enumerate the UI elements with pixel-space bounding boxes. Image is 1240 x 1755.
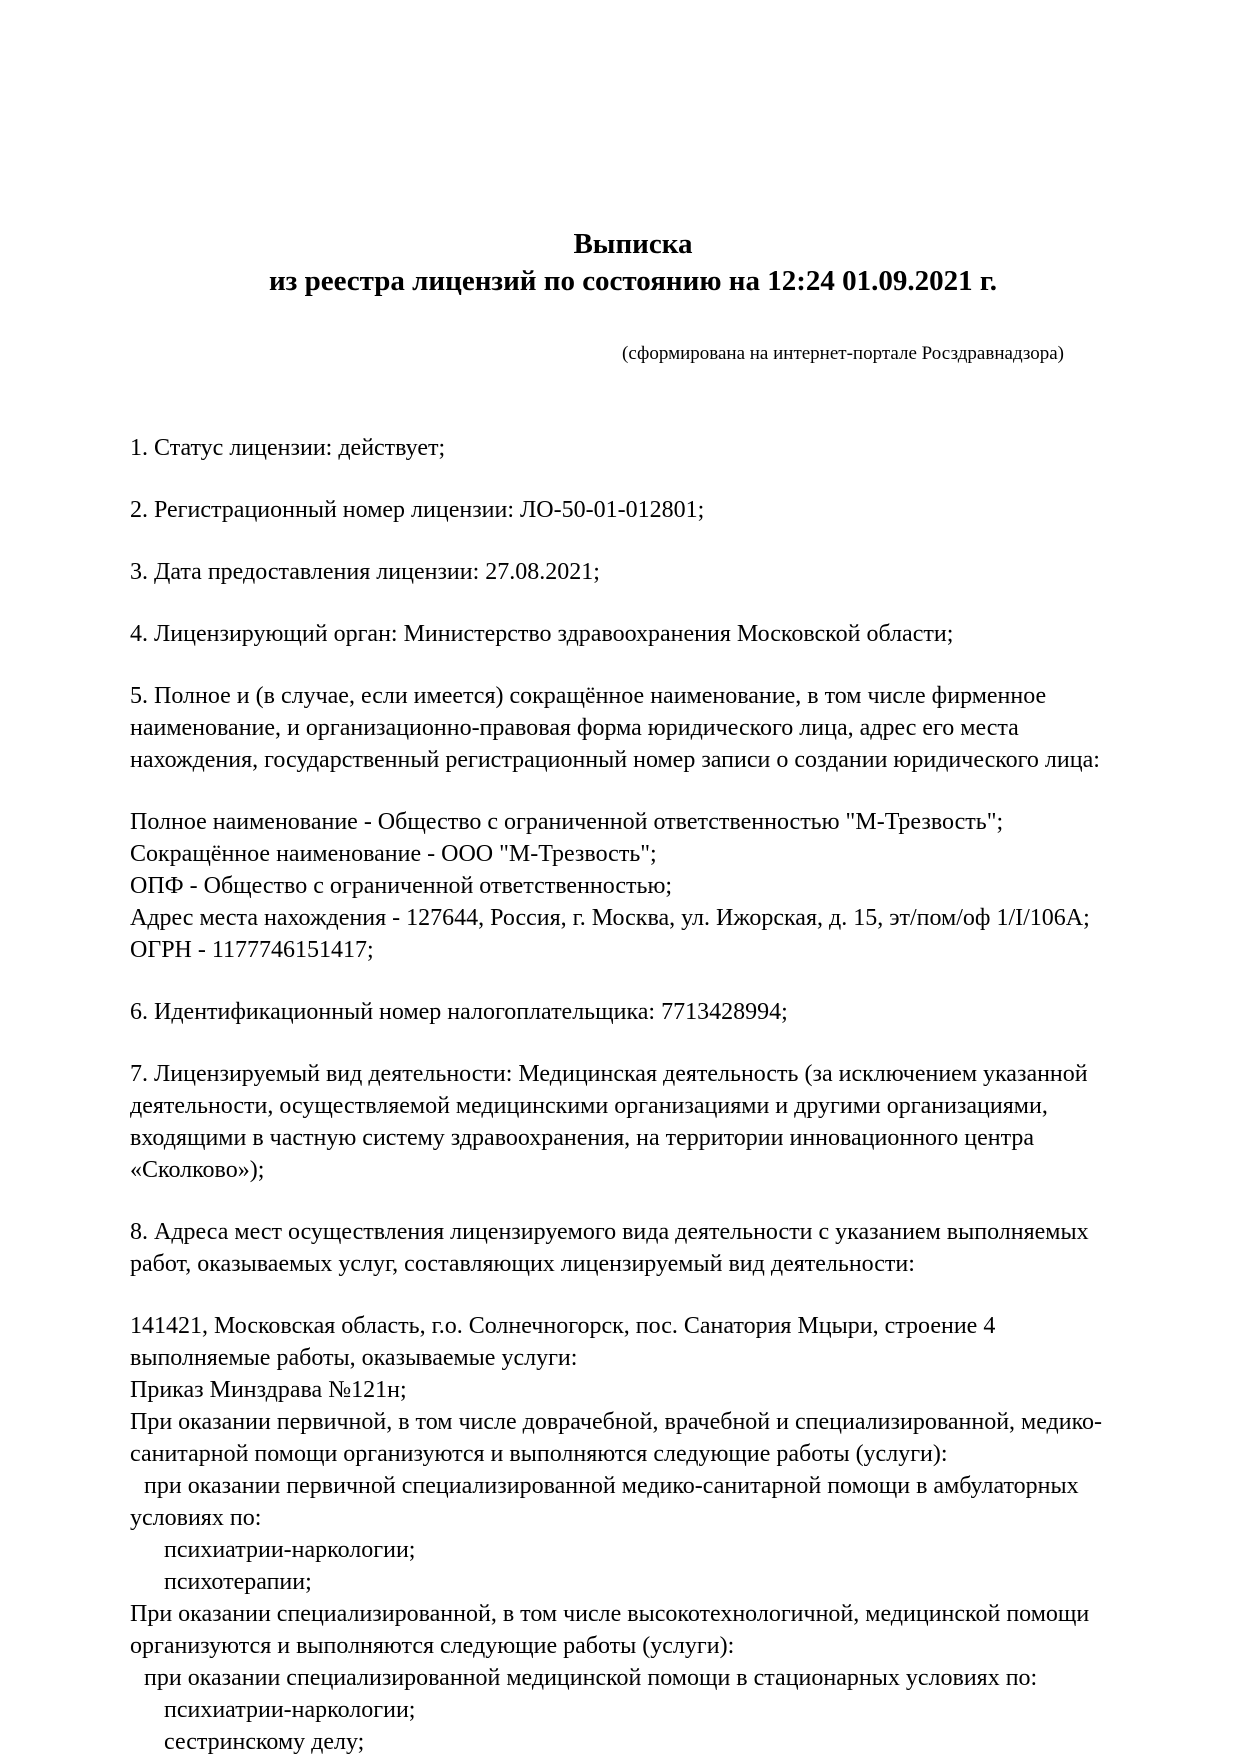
licensing-authority-item: 4. Лицензирующий орган: Министерство здравоохранения Московской области;	[130, 621, 954, 647]
formation-note: (сформирована на интернет-портале Росздравнадзора)	[622, 343, 1064, 364]
site-works-block	[130, 1310, 1136, 1755]
activity-type-item: 7. Лицензируемый вид деятельности: Медицинская деятельность (за исключением указанной деятельности, осуществляемой медицинскими организациями и другими организациями, входящими в частную систему здравоохранения, на территории инновационного центра «Сколково»);	[130, 1061, 1088, 1183]
names-intro-item: 5. Полное и (в случае, если имеется) сокращённое наименование, в том числе фирменное наименование, и организационно-правовая форма юридического лица, адрес его места нахождения, государственный регистрационный номер записи о создании юридического лица:	[130, 683, 1100, 773]
ogrn-line: ОГРН - 1177746151417;	[130, 937, 374, 963]
extract-title-line2: из реестра лицензий по состоянию на 12:24 01.09.2021 г.	[268, 265, 998, 297]
extract-title: Выписка	[573, 228, 693, 260]
primary-care-intro: При оказании первичной, в том числе доврачебной, врачебной и специализированной, медико-санитарной помощи организуются и выполняются следующие работы (услуги):	[130, 1409, 1103, 1467]
service-line-nursing: сестринскому делу;	[164, 1729, 365, 1755]
full-name-line: Полное наименование - Общество с ограниченной ответственностью "М-Трезвость";	[130, 809, 1004, 835]
specialized-inpatient-line: при оказании специализированной медицинской помощи в стационарных условиях по:	[144, 1665, 1038, 1691]
site-address-line: 141421, Московская область, г.о. Солнечногорск, пос. Санатория Мцыри, строение 4	[130, 1313, 996, 1339]
legal-address-line: Адрес места нахождения - 127644, Россия, г. Москва, ул. Ижорская, д. 15, эт/пом/оф 1/I/106А;	[130, 905, 1090, 931]
short-name-line: Сокращённое наименование - ООО "М-Трезвость";	[130, 841, 657, 867]
license-status-item: 1. Статус лицензии: действует;	[130, 435, 446, 461]
service-line-psychiatry-narcology-2: психиатрии-наркологии;	[164, 1697, 416, 1723]
ministry-order-line: Приказ Минздрава №121н;	[130, 1377, 407, 1403]
organization-names-block	[130, 806, 1136, 966]
license-number-item: 2. Регистрационный номер лицензии: ЛО-50-01-012801;	[130, 497, 705, 523]
activity-addresses-intro: 8. Адреса мест осуществления лицензируемого вида деятельности с указанием выполняемых работ, оказываемых услуг, составляющих лицензируемый вид деятельности:	[130, 1219, 1089, 1277]
license-date-item: 3. Дата предоставления лицензии: 27.08.2021;	[130, 559, 600, 585]
service-line-psychotherapy: психотерапии;	[164, 1569, 312, 1595]
opf-line: ОПФ - Общество с ограниченной ответственностью;	[130, 873, 673, 899]
specialized-care-intro: При оказании специализированной, в том числе высокотехнологичной, медицинской помощи организуются и выполняются следующие работы (услуги):	[130, 1601, 1090, 1659]
works-services-label: выполняемые работы, оказываемые услуги:	[130, 1345, 578, 1371]
inn-item: 6. Идентификационный номер налогоплательщика: 7713428994;	[130, 999, 788, 1025]
service-line-psychiatry-narcology-1: психиатрии-наркологии;	[164, 1537, 416, 1563]
primary-ambulatory-line: при оказании первичной специализированной медико-санитарной помощи в амбулаторных условиях по:	[130, 1473, 1079, 1531]
